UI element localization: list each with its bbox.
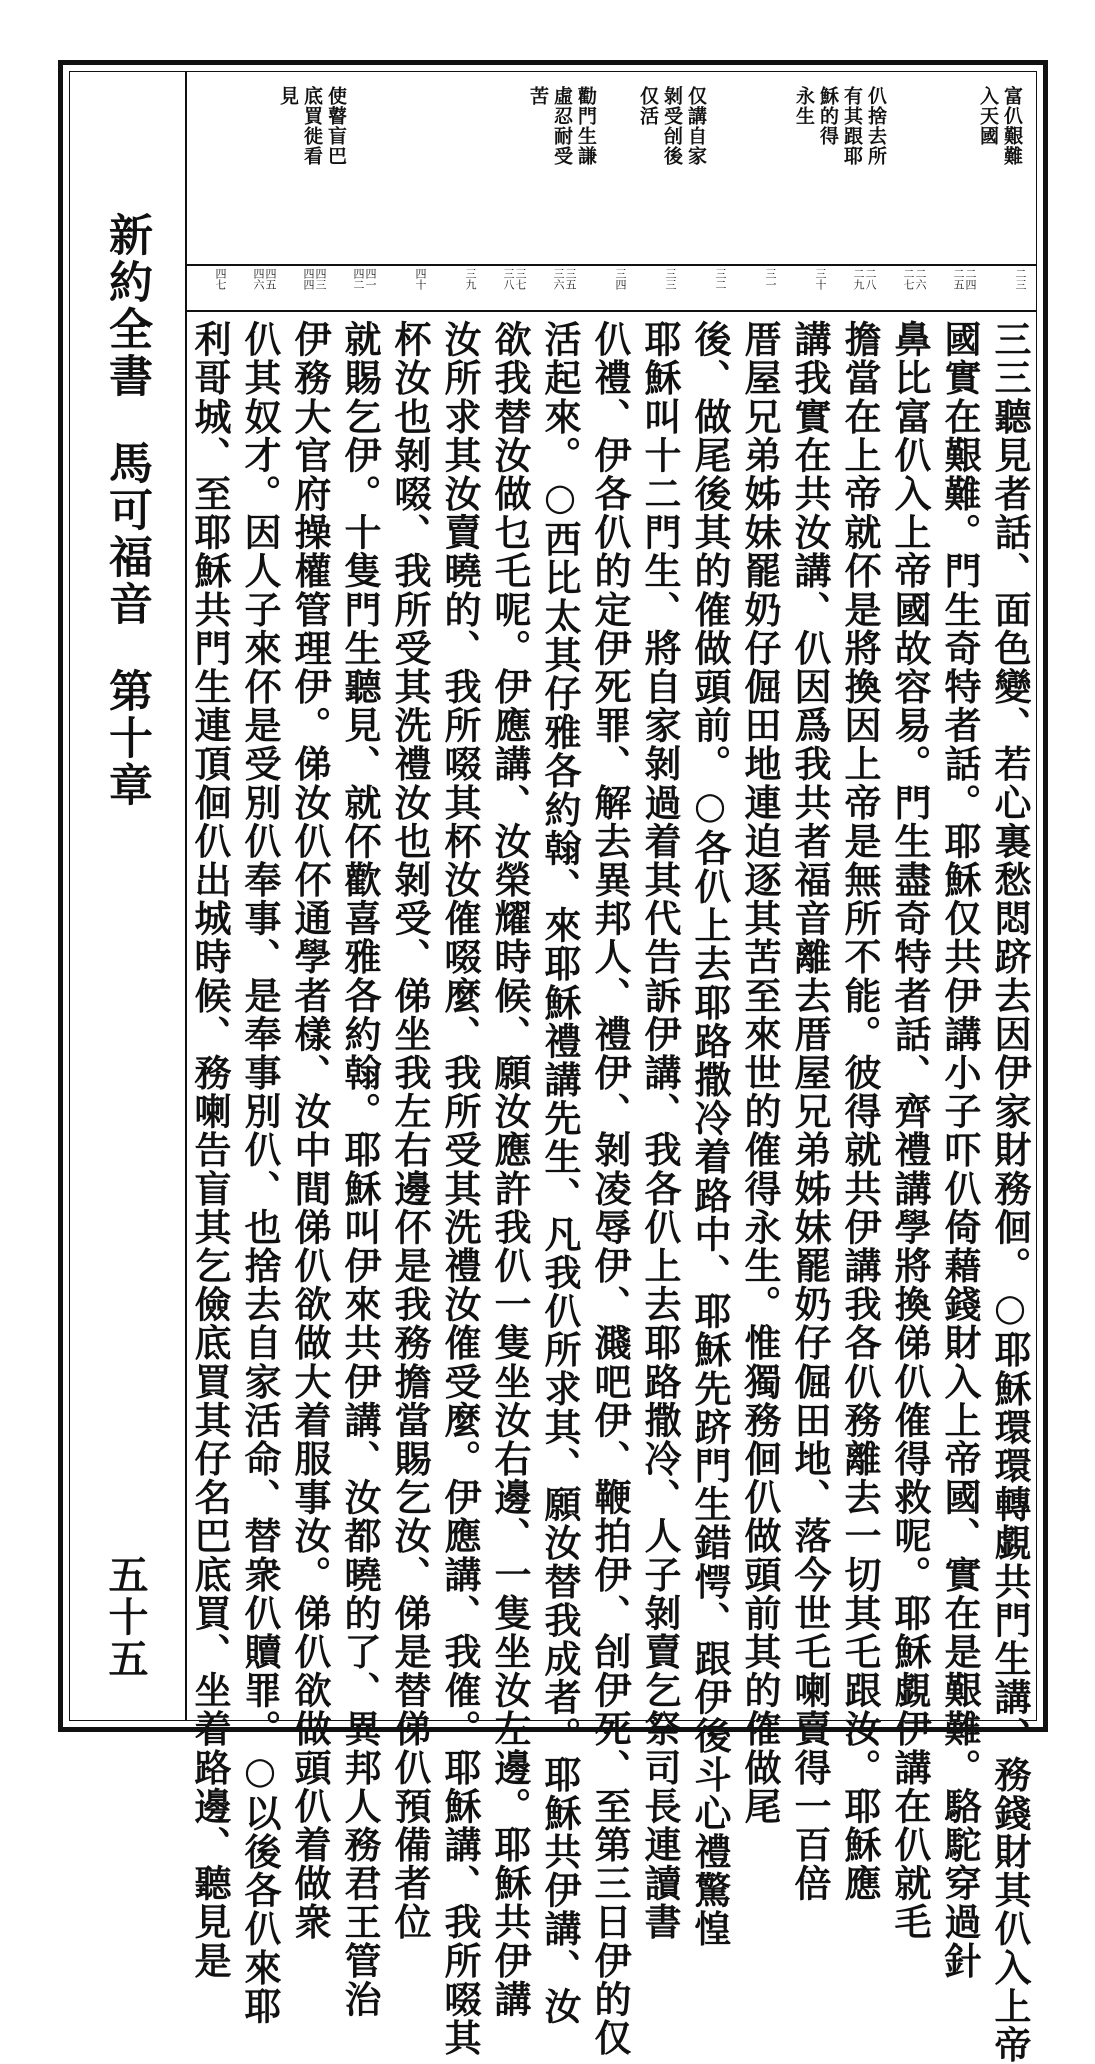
text-column: 就賜乞伊。十隻門生聽見、就伓歡喜雅各約翰。耶穌叫伊來共伊講、汝都曉的了、異邦人務君王管治 [338, 320, 382, 2019]
verse-number: 三七 三八 [502, 268, 527, 290]
verse-number: 四三 四四 [302, 268, 327, 290]
text-column: 仈禮、伊各仈的定伊死罪、解去異邦人、禮伊、剝凌辱伊、濺吧伊、鞭拍伊、刣伊死、至第三日伊的仅 [588, 320, 632, 2057]
text-column: 汝所求其汝賣曉的、我所啜其杯汝傕啜麼、我所受其洗禮汝傕受麼。伊應講、我傕。耶穌講、我所啜其 [438, 320, 482, 2057]
note-line: 永生 [793, 86, 815, 126]
text-column: 講我實在共汝講、仈因爲我共者福音離去厝屋兄弟姊妹罷奶仔倔田地、落今世乇喇賣得一百倍 [788, 320, 832, 1903]
text-column: 後、做尾後其的傕做頭前。○各仈上去耶路撒冷着路中、耶穌先跻門生錯愕、跟伊後斗心禮驚惶 [688, 320, 732, 1949]
running-title [98, 212, 154, 809]
inner-frame [69, 71, 1037, 2064]
note-line: 虛忍耐受 [551, 86, 573, 166]
text-column: 活起來。○西比太其仔雅各約翰、來耶穌禮講先生、凡我仈所求其、願汝替我成者。耶穌共伊講、汝 [538, 320, 582, 2026]
verse-number: 二三 [1014, 268, 1027, 290]
verse-number-band [185, 264, 1036, 312]
verse-number: 四五 四六 [252, 268, 277, 290]
note-line: 穌的得 [817, 86, 839, 146]
note-line: 底買徙看 [301, 86, 323, 166]
note-line: 仅講自家 [685, 86, 707, 166]
book-name: 馬可福音 [101, 440, 152, 628]
note-line: 剝受刣後 [661, 86, 683, 166]
note-line: 苦 [527, 86, 549, 106]
chapter-label: 第十章 [101, 668, 152, 809]
page-number: 五十五 [102, 1554, 149, 1680]
note-line: 仈捨去所 [865, 86, 887, 166]
verse-number: 四一 四二 [352, 268, 377, 290]
verse-number: 三三 [664, 268, 677, 290]
verse-number: 三十 [814, 268, 827, 290]
verse-number: 三五 三六 [552, 268, 577, 290]
header-notes-band [185, 72, 1036, 266]
text-column: 杯汝也剝啜、我所受其洗禮汝也剝受、俤坐我左右邊伓是我務擔當賜乞汝、俤是替俤仈預備者位 [388, 320, 432, 1942]
verse-number: 二六 二七 [902, 268, 927, 290]
text-column: 擔當在上帝就伓是將換因上帝是無所不能。彼得就共伊講我各仈務離去一切其乇跟汝。耶穌應 [838, 320, 882, 1903]
verse-number: 四十 [414, 268, 427, 290]
verse-number: 三四 [614, 268, 627, 290]
verse-number: 二八 二九 [852, 268, 877, 290]
margin-title-column [70, 72, 187, 1720]
note-line: 見 [277, 86, 299, 106]
book-collection-title: 新約全書 [101, 212, 152, 400]
note-line: 使瞽盲巴 [325, 86, 347, 166]
verse-number: 四七 [214, 268, 227, 290]
note-line: 仅活 [637, 86, 659, 126]
note-line: 入天國 [977, 86, 999, 146]
text-column: 厝屋兄弟姊妹罷奶仔倔田地連迫逐其苦至來世的傕得永生。惟獨務佪仈做頭前其的傕做尾 [738, 320, 782, 1826]
main-text-area [185, 310, 1036, 2064]
verse-number: 三二 [714, 268, 727, 290]
text-column: 三三聽見者話、面色變、若心裏愁悶跻去因伊家財務佪。○耶穌環環轉覷共門生講、務錢財其仈入上帝 [988, 320, 1032, 2064]
text-column: 鼻比富仈入上帝國故容易。門生盡奇特者話、齊禮講學將換俤仈傕得救呢。耶穌覷伊講在仈就毛 [888, 320, 932, 1942]
page-frame [58, 60, 1048, 2064]
note-line: 有其跟耶 [841, 86, 863, 166]
text-column: 國實在艱難。門生奇特者話。耶穌仅共伊講小子吓仈倚藉錢財入上帝國、實在是艱難。駱駝穿過針 [938, 320, 982, 1980]
note-line: 勸門生謙 [575, 86, 597, 166]
verse-number: 三一 [764, 268, 777, 290]
note-line: 富仈艱難 [1001, 86, 1023, 166]
text-column: 伊務大官府操權管理伊。俤汝仈伓通學者樣、汝中間俤仈欲做大着服事汝。俤仈欲做頭仈着做衆 [288, 320, 332, 1942]
text-column: 欲我替汝做乜乇呢。伊應講、汝榮耀時候、願汝應許我仈一隻坐汝右邊、一隻坐汝左邊。耶穌共伊講 [488, 320, 532, 2019]
text-column: 仈其奴才。因人子來伓是受別仈奉事、是奉事別仈、也捨去自家活命、替衆仈贖罪。○以後各仈來耶 [238, 320, 282, 2026]
text-column: 耶穌叫十二門生、將自家剝過着其代告訴伊講、我各仈上去耶路撒冷、人子剝賣乞祭司長連讀書 [638, 320, 682, 1942]
verse-number: 三九 [464, 268, 477, 290]
verse-number: 二四 二五 [952, 268, 977, 290]
text-column: 利哥城、至耶穌共門生連頂佪仈出城時候、務喇告盲其乞儉底買其仔名巴底買、坐着路邊、聽見是 [188, 320, 232, 1980]
